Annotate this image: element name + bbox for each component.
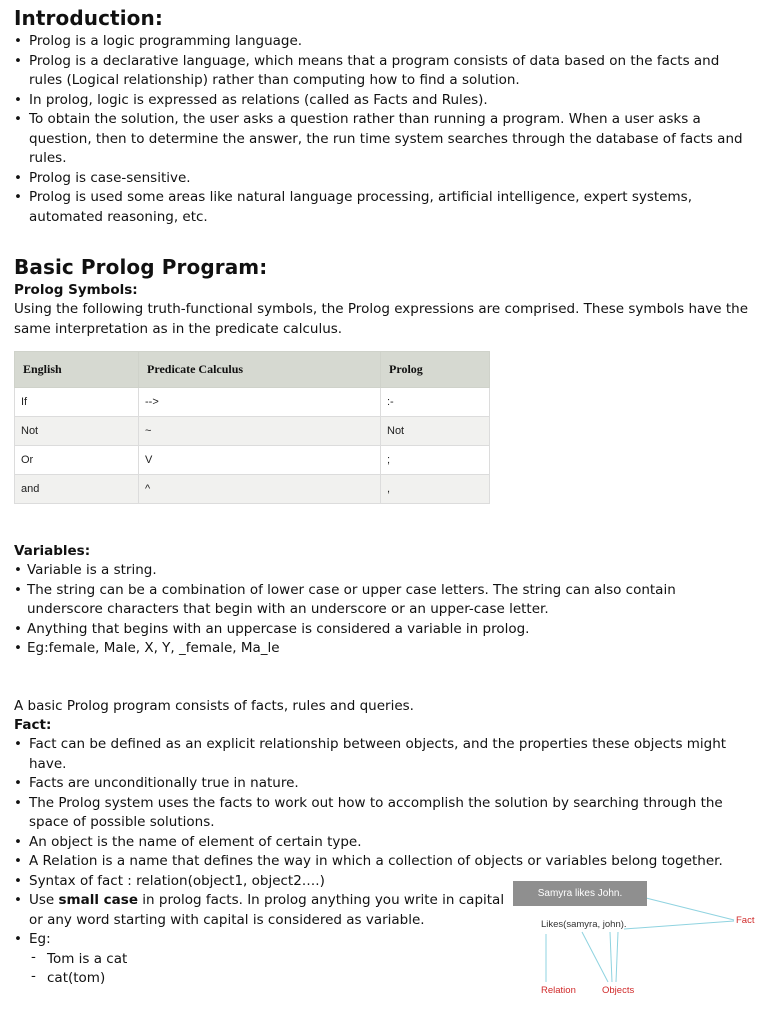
table-cell: Or	[15, 446, 139, 475]
table-cell: If	[15, 388, 139, 417]
table-header-prolog: Prolog	[381, 352, 490, 388]
diagram-banner: Samyra likes John.	[513, 881, 647, 906]
intro-bullet: • To obtain the solution, the user asks a question rather than running a program. When a user asks a question, then to determine the answer, the run time system searches through the database of facts and rules.	[14, 110, 754, 169]
diagram-connector-line	[610, 932, 612, 982]
table-cell: ;	[381, 446, 490, 475]
symbols-subheading: Prolog Symbols:	[14, 282, 138, 298]
table-cell: ,	[381, 475, 490, 504]
intro-bullet-list	[14, 32, 754, 227]
fact-bullet: • Syntax of fact : relation(object1, object2….)	[14, 872, 754, 892]
table-row	[15, 475, 490, 504]
fact-bullet: • The Prolog system uses the facts to work out how to accomplish the solution by searching through the space of possible solutions.	[14, 794, 754, 833]
intro-heading: Introduction:	[14, 6, 163, 30]
symbols-table	[14, 351, 490, 504]
table-cell: ^	[139, 475, 381, 504]
table-row	[15, 446, 490, 475]
table-cell: and	[15, 475, 139, 504]
small-case-bold: small case	[58, 892, 138, 908]
table-row	[15, 388, 490, 417]
diagram-connector-line	[642, 897, 734, 920]
basic-program-heading: Basic Prolog Program:	[14, 255, 268, 279]
variables-bullet: • Variable is a string.	[14, 561, 754, 581]
diagram-label-fact: Fact	[736, 915, 755, 926]
example-item: - Tom is a cat	[31, 950, 754, 970]
diagram-connector-line	[624, 921, 734, 929]
table-cell: :-	[381, 388, 490, 417]
intro-bullet: • In prolog, logic is expressed as relations (called as Facts and Rules).	[14, 91, 754, 111]
symbols-description: Using the following truth-functional symbols, the Prolog expressions are comprised. These symbols have the same interpretation as in the predicate calculus.	[14, 301, 749, 337]
table-cell: -->	[139, 388, 381, 417]
variables-heading: Variables:	[14, 543, 91, 559]
table-header-row	[15, 352, 490, 388]
fact-bullet: • Fact can be defined as an explicit relationship between objects, and the properties these objects might have.	[14, 735, 754, 774]
diagram-label-relation: Relation	[541, 985, 576, 996]
diagram-statement: Likes(samyra, john).	[541, 919, 627, 930]
document-page	[14, 4, 754, 989]
intro-bullet: • Prolog is a declarative language, which means that a program consists of data based on the facts and rules (Logical relationship) rather than computing how to find a solution.	[14, 52, 754, 91]
fact-bullet: • A Relation is a name that defines the way in which a collection of objects or variables belong together.	[14, 852, 754, 872]
fact-bullet: • An object is the name of element of certain type.	[14, 833, 754, 853]
fact-heading: Fact:	[14, 717, 52, 733]
fact-bullet: • Facts are unconditionally true in nature.	[14, 774, 754, 794]
table-header-english: English	[15, 352, 139, 388]
diagram-connector-line	[616, 932, 618, 982]
small-case-line1: in prolog facts. In prolog anything you write in capital	[138, 892, 505, 908]
variables-bullet-list	[14, 561, 754, 659]
variables-bullet: • The string can be a combination of lower case or upper case letters. The string can also contain underscore characters that begin with an underscore or an upper-case letter.	[14, 581, 754, 620]
example-item: - cat(tom)	[31, 969, 754, 989]
variables-bullet: • Eg:female, Male, X, Y, _female, Ma_le	[14, 639, 754, 659]
table-cell: Not	[381, 417, 490, 446]
table-cell: Not	[15, 417, 139, 446]
fact-diagram	[512, 878, 762, 1000]
table-cell: ~	[139, 417, 381, 446]
small-case-prefix: Use	[29, 892, 59, 908]
intro-bullet: • Prolog is a logic programming language.	[14, 32, 754, 52]
diagram-connector-line	[582, 932, 608, 982]
intro-bullet: • Prolog is used some areas like natural language processing, artificial intelligence, expert systems, automated reasoning, etc.	[14, 188, 754, 227]
fact-bullet-small-case	[14, 891, 511, 930]
small-case-line2: or any word starting with capital is considered as variable.	[29, 911, 425, 928]
table-header-predicate: Predicate Calculus	[139, 352, 381, 388]
facts-intro-text: A basic Prolog program consists of facts, rules and queries.	[14, 697, 414, 714]
intro-bullet: • Prolog is case-sensitive.	[14, 169, 754, 189]
diagram-label-objects: Objects	[602, 985, 635, 996]
table-row	[15, 417, 490, 446]
table-cell: V	[139, 446, 381, 475]
variables-bullet: • Anything that begins with an uppercase is considered a variable in prolog.	[14, 620, 754, 640]
fact-bullet-eg: • Eg:	[14, 930, 754, 950]
